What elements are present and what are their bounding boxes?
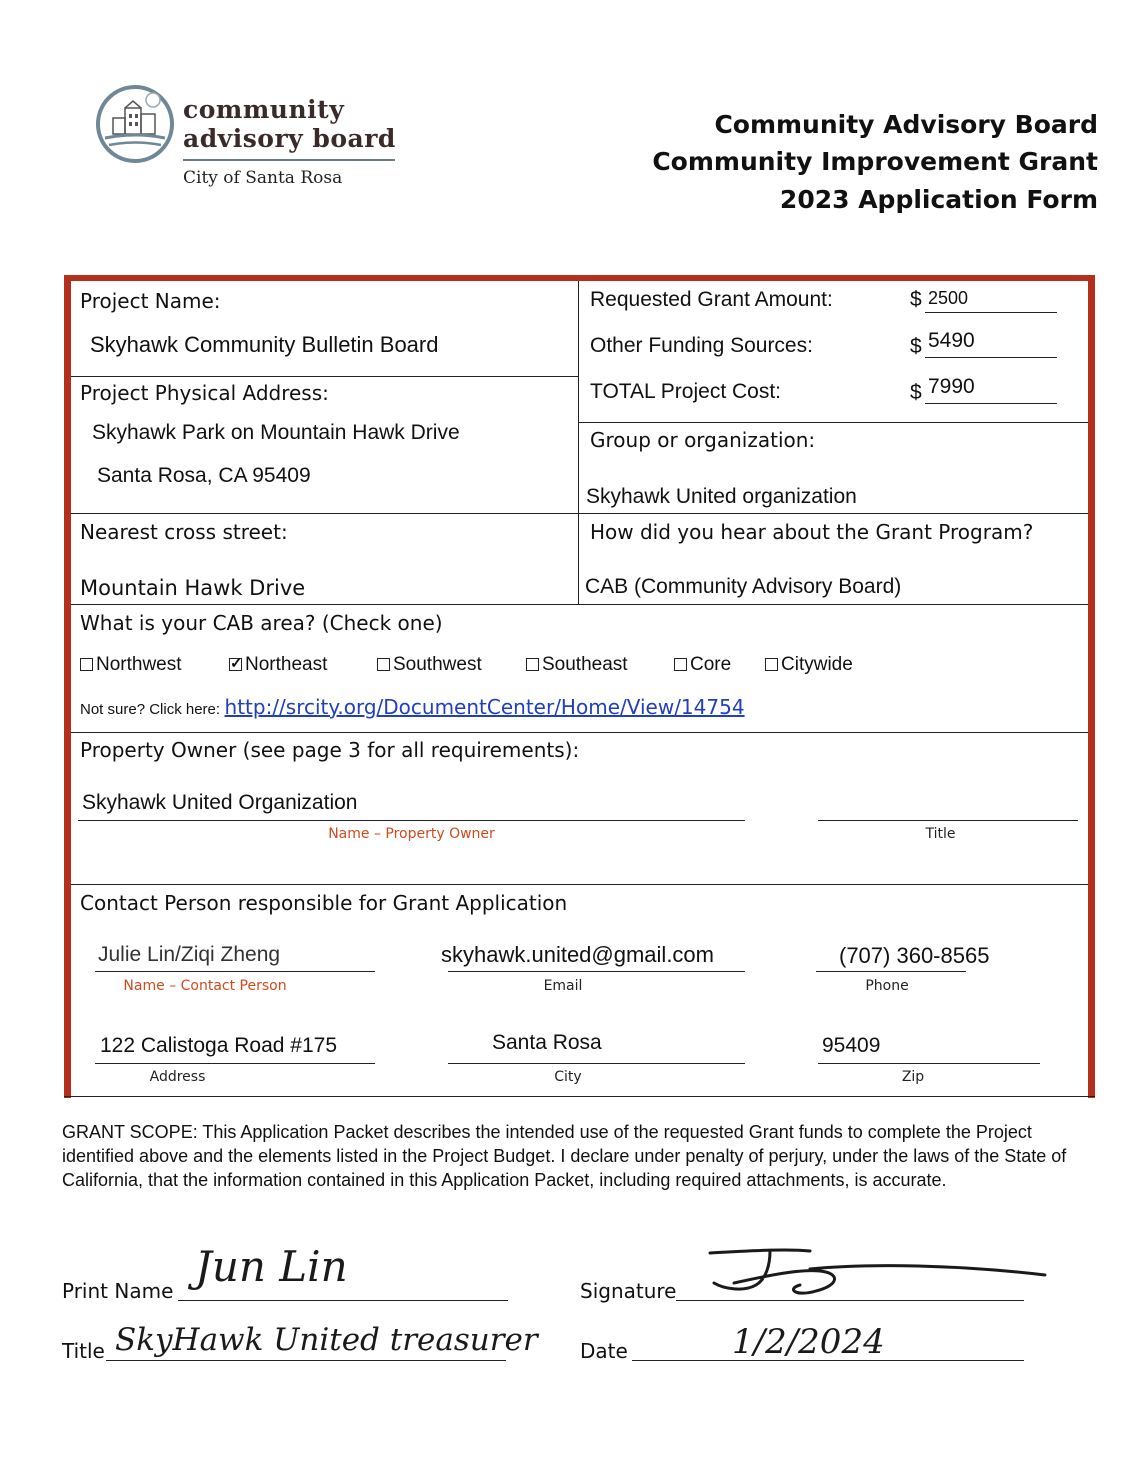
title-value[interactable]: SkyHawk United treasurer [115, 1322, 538, 1358]
signature-label: Signature [580, 1279, 677, 1303]
header-line2: Community Improvement Grant [652, 147, 1098, 176]
signature-line [676, 1300, 1024, 1301]
grant-scope-statement: GRANT SCOPE: This Application Packet describes the intended use of the requested Grant funds to complete the Project identified above and the elements listed in the Project Budget. I declare under penalty of perjury, under the laws of the State of California, that the information contained in this Application Packet, including required attachments, is accurate. [62, 1122, 1067, 1190]
other-funding-line [925, 357, 1057, 358]
checkbox-southwest[interactable] [377, 658, 390, 671]
property-owner-name[interactable]: Skyhawk United Organization [82, 791, 358, 814]
not-sure-row [80, 695, 745, 719]
total-cost-value[interactable]: 7990 [928, 375, 975, 398]
form-bottom-rule [64, 1096, 1095, 1097]
cab-option-core[interactable]: Core [674, 654, 731, 676]
total-cost-line [925, 403, 1057, 404]
logo-text-line2: advisory board [183, 124, 396, 153]
currency-symbol: $ [910, 381, 922, 404]
cab-option-northwest[interactable]: Northwest [80, 654, 182, 676]
project-address-line1[interactable]: Skyhawk Park on Mountain Hawk Drive [92, 421, 460, 444]
contact-name-line [95, 971, 375, 972]
row-divider [71, 376, 578, 377]
property-owner-name-line [78, 820, 745, 821]
project-address-label: Project Physical Address: [80, 381, 329, 405]
print-name-line [178, 1300, 508, 1301]
contact-zip-line [818, 1063, 1040, 1064]
contact-section-label: Contact Person responsible for Grant Application [80, 891, 568, 915]
date-label: Date [580, 1339, 628, 1363]
cross-street-label: Nearest cross street: [80, 520, 288, 544]
checkbox-northwest[interactable] [80, 658, 93, 671]
title-line [106, 1360, 506, 1361]
logo-subtitle: City of Santa Rosa [183, 168, 343, 188]
row-divider [71, 732, 1088, 733]
hear-about-label: How did you hear about the Grant Program? [590, 520, 1034, 544]
property-owner-name-caption: Name – Property Owner [328, 826, 495, 842]
logo-text-line1: community [183, 95, 345, 124]
project-address-line2[interactable]: Santa Rosa, CA 95409 [97, 464, 311, 487]
requested-amount-line [925, 312, 1057, 313]
contact-email[interactable]: skyhawk.united@gmail.com [441, 942, 714, 967]
contact-city[interactable]: Santa Rosa [492, 1031, 602, 1054]
contact-zip-caption: Zip [901, 1069, 925, 1085]
contact-email-line [448, 971, 745, 972]
project-name-value[interactable]: Skyhawk Community Bulletin Board [90, 332, 439, 357]
logo-divider [183, 159, 395, 161]
print-name-label: Print Name [62, 1279, 174, 1303]
organization-value[interactable]: Skyhawk United organization [586, 485, 857, 508]
currency-symbol: $ [910, 288, 922, 311]
print-name-value[interactable]: Jun Lin [195, 1242, 348, 1291]
requested-amount-value[interactable]: 2500 [928, 288, 969, 308]
contact-city-caption: City [554, 1069, 582, 1085]
contact-phone[interactable]: (707) 360-8565 [839, 943, 990, 968]
cab-option-citywide[interactable]: Citywide [765, 654, 853, 676]
contact-address[interactable]: 122 Calistoga Road #175 [100, 1034, 338, 1057]
checkbox-core[interactable] [674, 658, 687, 671]
checkbox-citywide[interactable] [765, 658, 778, 671]
contact-phone-line [816, 971, 966, 972]
cab-map-link[interactable]: http://srcity.org/DocumentCenter/Home/View/14754 [224, 695, 745, 719]
property-owner-label: Property Owner (see page 3 for all requirements): [80, 738, 580, 762]
total-cost-label: TOTAL Project Cost: [590, 380, 781, 403]
contact-address-line [95, 1063, 375, 1064]
signature-scribble[interactable] [700, 1245, 1050, 1300]
contact-address-caption: Address [149, 1069, 206, 1085]
date-line [632, 1360, 1024, 1361]
row-divider [71, 604, 1088, 605]
not-sure-text: Not sure? Click here: [80, 701, 221, 718]
cab-option-northeast[interactable]: ✓ Northeast [229, 654, 327, 676]
community-advisory-board-logo [95, 84, 175, 164]
title-label: Title [62, 1339, 105, 1363]
contact-zip[interactable]: 95409 [822, 1034, 881, 1057]
hear-about-value[interactable]: CAB (Community Advisory Board) [585, 575, 902, 598]
column-divider [578, 281, 579, 605]
project-name-label: Project Name: [80, 289, 221, 313]
organization-label: Group or organization: [590, 428, 816, 452]
other-funding-label: Other Funding Sources: [590, 334, 813, 357]
property-owner-title-caption: Title [925, 826, 956, 842]
contact-city-line [448, 1063, 745, 1064]
row-divider [71, 513, 1088, 514]
header-line3: 2023 Application Form [779, 185, 1098, 214]
requested-amount-label: Requested Grant Amount: [590, 288, 833, 311]
other-funding-value[interactable]: 5490 [928, 329, 975, 352]
checkbox-northeast-checked[interactable] [229, 658, 242, 671]
header-line1: Community Advisory Board [714, 110, 1098, 139]
checkbox-southeast[interactable] [526, 658, 539, 671]
row-divider [578, 422, 1088, 423]
contact-email-caption: Email [543, 978, 583, 994]
cab-area-label: What is your CAB area? (Check one) [80, 611, 443, 635]
contact-name[interactable]: Julie Lin/Ziqi Zheng [98, 943, 281, 966]
date-value[interactable]: 1/2/2024 [732, 1322, 885, 1362]
property-owner-title-line [818, 820, 1078, 821]
row-divider [71, 884, 1088, 885]
contact-name-caption: Name – Contact Person [123, 978, 287, 994]
cab-option-southeast[interactable]: Southeast [526, 654, 628, 676]
cross-street-value[interactable]: Mountain Hawk Drive [80, 576, 306, 600]
currency-symbol: $ [910, 335, 922, 358]
contact-phone-caption: Phone [865, 978, 909, 994]
cab-option-southwest[interactable]: Southwest [377, 654, 482, 676]
